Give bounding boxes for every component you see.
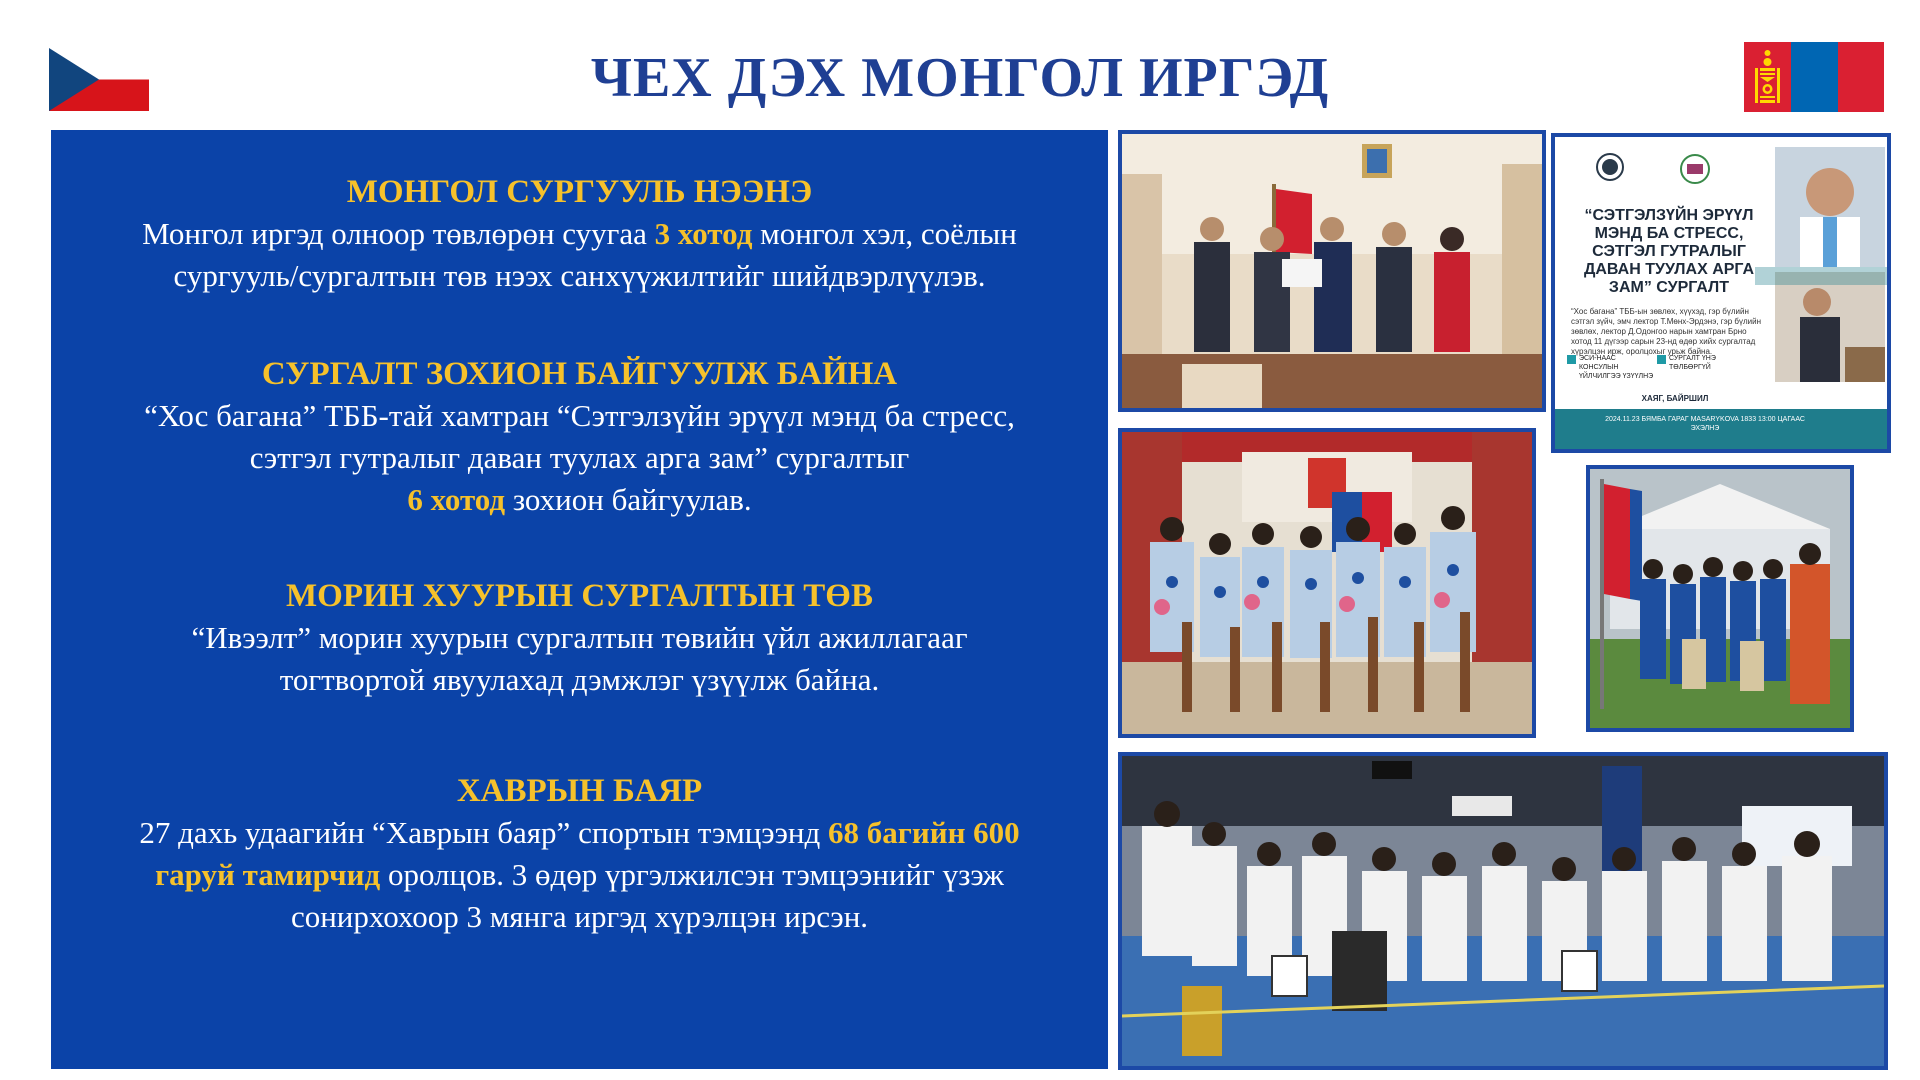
poster-check-free: СУРГАЛТ ҮНЭ ТӨЛБӨРГҮЙ	[1669, 355, 1716, 371]
section-body	[70, 812, 1090, 938]
body-text: тогтвортой явуулахад дэмжлэг үзүүлж байна.	[279, 662, 880, 697]
section-body	[80, 395, 1080, 521]
body-text: монгол хэл, соёлын	[752, 216, 1017, 251]
body-text: “Ивээлт” морин хуурын сургалтын төвийн үйл ажиллагааг	[191, 620, 968, 655]
section-heading: СУРГАЛТ ЗОХИОН БАЙГУУЛЖ БАЙНА	[261, 356, 898, 392]
highlight-text: гаруй тамирчид	[155, 857, 381, 892]
section-body	[80, 213, 1080, 297]
mongolia-flag-icon	[1744, 42, 1884, 112]
poster-body: “Хос багана” ТББ-ын зөвлөх, хүүхэд, гэр бүлийн сэтгэл зүйч, эмч лектор Т.Мөнх-Эрдэнэ, гэр бүлийн зөвлөх, лектор Д.Одонгоо нарын хамтран Брно хотод 11 дүгээр сарын 23-нд өдөр хийх сургалтад хүрэлцэн ирж, оролцохыг урьж байна.	[1571, 307, 1761, 356]
morin-khuur-students-photo	[1118, 428, 1536, 738]
page-title: ЧЕХ ДЭХ МОНГОЛ ИРГЭД	[590, 47, 1330, 109]
section-heading: МОНГОЛ СУРГУУЛЬ НЭЭНЭ	[346, 174, 813, 210]
section-spring-festival	[51, 770, 1108, 938]
highlight-text: 3 хотод	[654, 216, 753, 251]
body-text: 27 дахь удаагийн “Хаврын баяр” спортын тэмцээнд	[139, 815, 829, 850]
body-text: Монгол иргэд олноор төвлөрөн суугаа	[142, 216, 655, 251]
poster-check-consular: ЭСИ-НААС КОНСУЛЫН ҮЙЛЧИЛГЭЭ ҮЗҮҮЛНЭ	[1579, 355, 1654, 380]
section-body	[80, 617, 1080, 701]
section-heading: ХАВРЫН БАЯР	[456, 773, 703, 809]
poster-address-label: ХАЯГ, БАЙРШИЛ	[1641, 394, 1709, 403]
highlight-text: 68 багийн 600	[828, 815, 1020, 850]
info-panel	[51, 130, 1108, 1069]
body-text: зохион байгуулав.	[505, 482, 752, 517]
body-text: оролцов. 3 өдөр үргэлжилсэн тэмцээнийг үзэж	[380, 857, 1004, 892]
poster-text-block	[1571, 207, 1767, 357]
body-text: сэтгэл гутралыг даван туулах арга зам” сургалтыг	[249, 440, 910, 475]
festival-tent-photo	[1586, 465, 1854, 732]
section-morin-khuur	[51, 575, 1108, 701]
section-training	[51, 353, 1108, 521]
spring-festival-sports-photo	[1118, 752, 1888, 1070]
delegation-photo	[1118, 130, 1546, 412]
body-text: “Хос багана” ТББ-тай хамтран “Сэтгэлзүйн эрүүл мэнд ба стресс,	[144, 398, 1015, 433]
poster-footer	[1555, 409, 1887, 449]
section-heading: МОРИН ХУУРЫН СУРГАЛТЫН ТӨВ	[286, 578, 873, 614]
poster-title: “СЭТГЭЛЗҮЙН ЭРҮҮЛ МЭНД БА СТРЕСС, СЭТГЭЛ ГУТРАЛЫГ ДАВАН ТУУЛАХ АРГА ЗАМ” СУРГАЛТ	[1583, 207, 1755, 296]
section-mongol-school	[51, 171, 1108, 297]
training-poster	[1551, 133, 1891, 453]
poster-footer-text: 2024.11.23 БЯМБА ГАРАГ MASARYKOVA 1833 13:00 ЦАГААС ЭХЭЛНЭ	[1605, 416, 1805, 432]
highlight-text: 6 хотод	[407, 482, 506, 517]
body-text: сонирхохоор 3 мянга иргэд хүрэлцэн ирсэн.	[290, 899, 869, 934]
body-text: сургууль/сургалтын төв нээх санхүүжилтийг шийдвэрлүүлэв.	[173, 258, 986, 293]
